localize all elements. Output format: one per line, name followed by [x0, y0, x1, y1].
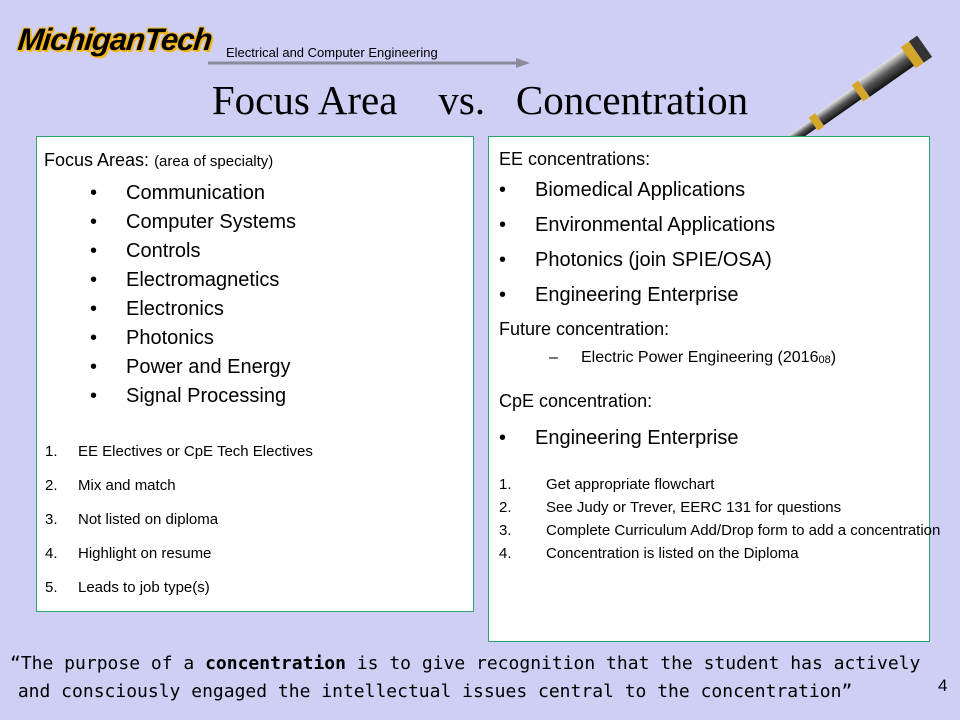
list-item: • Engineering Enterprise — [499, 427, 739, 449]
list-item: • Electronics — [90, 298, 224, 320]
list-item: 2. See Judy or Trever, EERC 131 for questions — [499, 499, 842, 516]
department-name: Electrical and Computer Engineering — [226, 45, 438, 60]
concentration-steps — [499, 475, 941, 567]
focus-areas-list — [90, 179, 296, 411]
focus-areas-heading — [44, 150, 273, 171]
ee-concentrations-list — [499, 175, 775, 315]
quote-bold-word: concentration — [205, 653, 346, 674]
page-number: 4 — [938, 676, 948, 695]
list-item: • Computer Systems — [90, 211, 297, 233]
logo-text: MichiganTech — [16, 22, 214, 57]
list-item: • Biomedical Applications — [499, 179, 746, 201]
list-item: • Controls — [90, 240, 201, 262]
list-item: • Photonics — [90, 327, 214, 349]
page-title: Focus Area vs. Concentration — [211, 77, 749, 123]
quote-text: is to give recognition that the student has actively — [345, 653, 921, 674]
list-item: • Electromagnetics — [90, 269, 280, 291]
concentrations-box: EE concentrations: • Biomedical Applications • Environmental Applications • Photonics (join SPIE/OSA) • Engineering Enterprise Future concentration: – Electric Power Engineering $(2016_{08})$ CpE concentration: • Engineering Enterprise 1. Get appropriate flowchart 2. See Judy or Trever, EERC 131 for questions 3. Complete Curriculum Add/Drop form to add a concentration 4. Concentration is listed on the Diploma — [488, 136, 930, 642]
list-item: 4. Highlight on resume — [45, 545, 212, 562]
cpe-concentration-list — [499, 423, 738, 453]
list-item: • Signal Processing — [90, 385, 287, 407]
header-rule-arrow — [18, 56, 530, 70]
focus-areas-box — [36, 136, 474, 612]
quote-text: “The purpose of a — [10, 653, 206, 674]
list-item: • Power and Energy — [90, 356, 291, 378]
list-item: • Photonics (join SPIE/OSA) — [499, 249, 772, 271]
list-item: 4. Concentration is listed on the Diploma — [499, 545, 799, 562]
focus-areas-heading-note: (area of specialty) — [154, 153, 274, 170]
focus-areas-heading-label: Focus Areas: — [44, 150, 150, 170]
cpe-concentration-heading: CpE concentration: — [499, 391, 653, 411]
list-item: 3. Not listed on diploma — [45, 511, 219, 528]
list-item: 3. Complete Curriculum Add/Drop form to add a concentration — [499, 522, 941, 539]
list-item: 5. Leads to job type(s) — [45, 579, 210, 596]
list-item: 2. Mix and match — [45, 477, 176, 494]
focus-areas-notes — [45, 441, 313, 611]
future-concentration-heading: Future concentration: — [499, 319, 670, 339]
quote-text: and consciously engaged the intellectual issues central to the concentration” — [7, 681, 853, 702]
list-item: 1. Get appropriate flowchart — [499, 476, 715, 493]
list-item: • Communication — [90, 182, 265, 204]
list-item: • Engineering Enterprise — [499, 284, 739, 306]
list-item: 1. EE Electives or CpE Tech Electives — [45, 443, 313, 460]
list-item: • Environmental Applications — [499, 214, 776, 236]
ee-concentrations-heading: EE concentrations: — [499, 149, 651, 169]
